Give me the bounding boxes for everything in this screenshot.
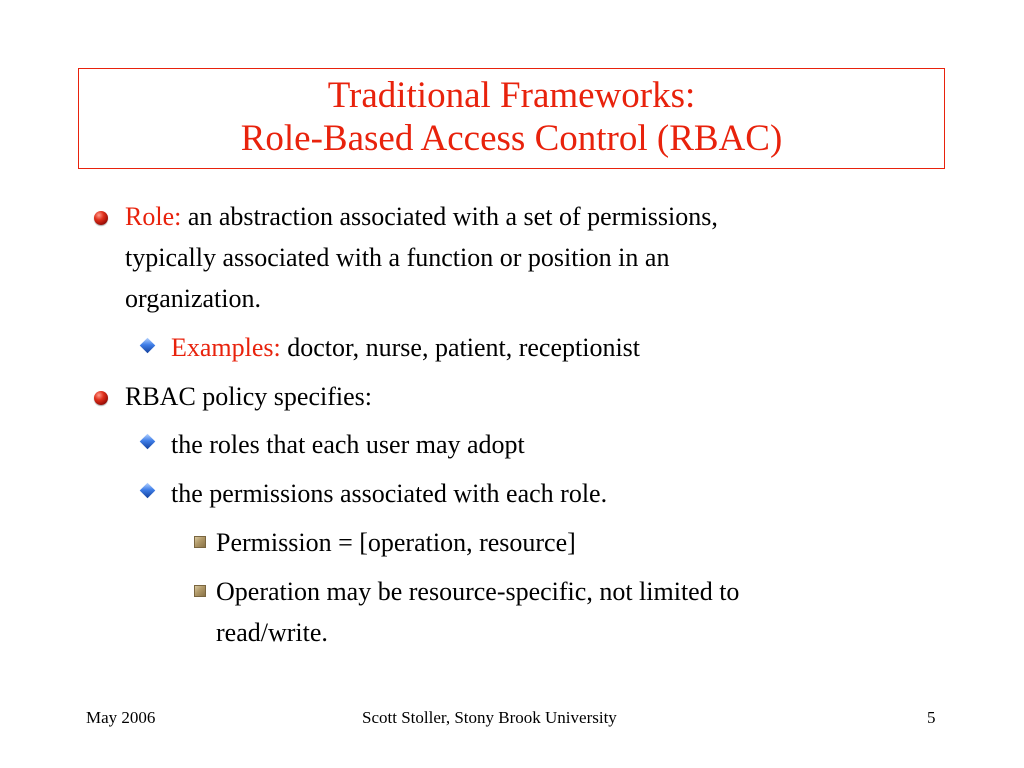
bullet-examples-text: doctor, nurse, patient, receptionist <box>280 333 641 362</box>
bullet-permissions-role: the permissions associated with each role. <box>171 479 608 508</box>
bullet-examples-lead: Examples: <box>171 333 281 362</box>
bullet-role <box>125 196 718 237</box>
bullet-roles-adopt: the roles that each user may adopt <box>171 430 525 459</box>
bullet-operation-line-2: read/write. <box>216 618 328 647</box>
red-ball-bullet-icon <box>94 391 108 405</box>
footer-page-number: 5 <box>927 708 936 727</box>
bullet-rbac-policy: RBAC policy specifies: <box>125 382 372 411</box>
red-ball-bullet-icon <box>94 211 108 225</box>
bullet-role-lead: Role: <box>125 202 182 231</box>
slide-title-line-1: Traditional Frameworks: <box>327 75 696 116</box>
footer-author: Scott Stoller, Stony Brook University <box>362 708 617 727</box>
tan-square-bullet-icon <box>194 536 206 548</box>
bullet-role-line-3: organization. <box>125 284 261 313</box>
bullet-role-line-2: typically associated with a function or position in an <box>125 243 670 272</box>
bullet-role-text-1: an abstraction associated with a set of permissions, <box>181 202 718 231</box>
bullet-examples <box>171 327 640 368</box>
slide-title-line-2: Role-Based Access Control (RBAC) <box>240 118 783 159</box>
slide-title-box <box>78 68 945 169</box>
footer-date: May 2006 <box>86 708 156 727</box>
bullet-operation-line-1: Operation may be resource-specific, not limited to <box>216 577 740 606</box>
blue-diamond-bullet-icon <box>140 338 156 354</box>
blue-diamond-bullet-icon <box>140 434 156 450</box>
blue-diamond-bullet-icon <box>140 483 156 499</box>
bullet-permission-def: Permission = [operation, resource] <box>216 528 576 557</box>
tan-square-bullet-icon <box>194 585 206 597</box>
